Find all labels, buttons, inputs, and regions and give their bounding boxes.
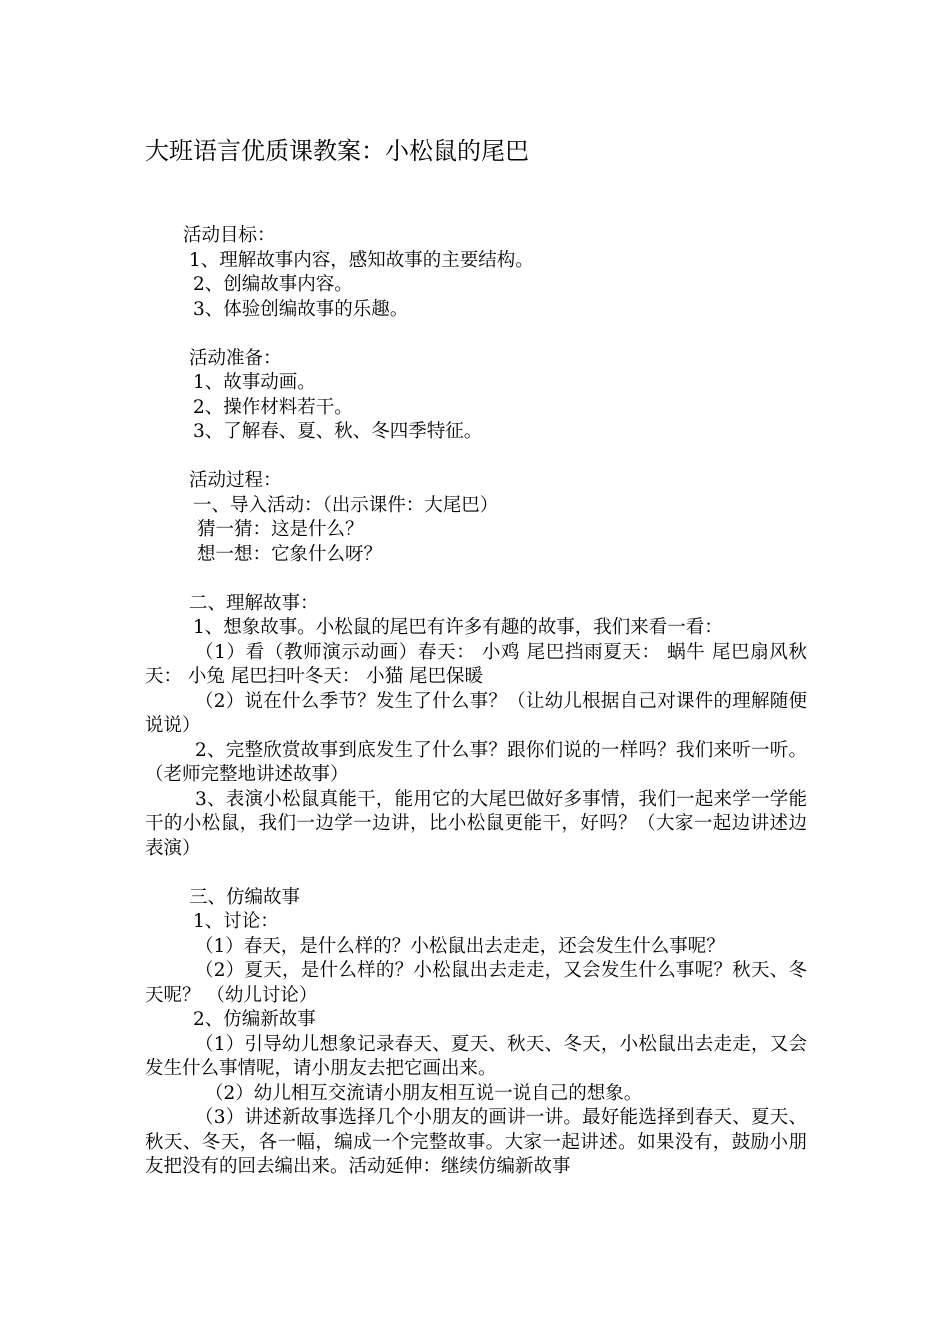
part1-heading: 一、导入活动：（出示课件：大尾巴） <box>193 494 499 516</box>
preparation-item: 2、操作材料若干。 <box>193 396 353 418</box>
part3-paragraph: （2）夏天，是什么样的？小松鼠出去走走，又会发生什么事呢？秋天、冬天呢？ （幼儿讨论） <box>145 960 807 1006</box>
part2-paragraph: （2）说在什么季节？发生了什么事？（让幼儿根据自己对课件的理解随便说说） <box>145 690 807 736</box>
process-heading: 活动过程： <box>189 470 282 491</box>
goal-item: 1、理解故事内容，感知故事的主要结构。 <box>189 249 534 271</box>
preparation-item: 1、故事动画。 <box>193 372 316 393</box>
document-title: 大班语言优质课教案：小松鼠的尾巴 <box>145 137 529 165</box>
part3-subheading: 2、仿编新故事 <box>193 1009 316 1030</box>
part2-paragraph: 2、完整欣赏故事到底发生了什么事？跟你们说的一样吗？我们来听一听。（老师完整地讲述故事） <box>145 739 807 785</box>
part1-line: 想一想：它象什么呀？ <box>197 543 383 565</box>
spacer <box>145 861 807 886</box>
spacer <box>145 322 807 347</box>
part2-paragraph: 3、表演小松鼠真能干，能用它的大尾巴做好多事情，我们一起来学一学能干的小松鼠，我们一边学一边讲，比小松鼠更能干，好吗？（大家一起边讲述边表演） <box>145 788 807 859</box>
spacer <box>145 445 807 470</box>
goal-item: 3、体验创编故事的乐趣。 <box>193 298 409 320</box>
part3-paragraph: （1）春天，是什么样的？小松鼠出去走走，还会发生什么事呢？ <box>195 935 725 957</box>
part2-heading: 二、理解故事： <box>189 592 319 614</box>
part1-line: 猜一猜：这是什么？ <box>197 519 364 540</box>
part3-paragraph: （2）幼儿相互交流请小朋友相互说一说自己的想象。 <box>205 1082 643 1104</box>
part2-paragraph: （1）看（教师演示动画）春天： 小鸡 尾巴挡雨夏天： 蜗牛 尾巴扇风秋天： 小兔 尾巴扫叶冬天： 小猫 尾巴保暖 <box>145 641 807 687</box>
preparation-heading: 活动准备： <box>189 347 282 369</box>
preparation-item: 3、了解春、夏、秋、冬四季特征。 <box>193 421 483 442</box>
part3-paragraph: （3）讲述新故事选择几个小朋友的画讲一讲。最好能选择到春天、夏天、秋天、冬天，各一幅，编成一个完整故事。大家一起讲述。如果没有，鼓励小朋友把没有的回去编出来。活动延伸：继续仿编新故事 <box>145 1107 807 1177</box>
part3-subheading: 1、讨论： <box>193 911 279 932</box>
part3-heading: 三、仿编故事 <box>189 886 301 908</box>
goals-heading: 活动目标： <box>183 225 276 246</box>
part3-paragraph: （1）引导幼儿想象记录春天、夏天、秋天、冬天，小松鼠出去走走，又会发生什么事情呢，请小朋友去把它画出来。 <box>145 1033 807 1079</box>
goal-item: 2、创编故事内容。 <box>193 274 353 295</box>
spacer <box>145 567 807 592</box>
document-body <box>145 224 807 1180</box>
part2-paragraph: 1、想象故事。小松鼠的尾巴有许多有趣的故事，我们来看一看： <box>193 617 723 638</box>
